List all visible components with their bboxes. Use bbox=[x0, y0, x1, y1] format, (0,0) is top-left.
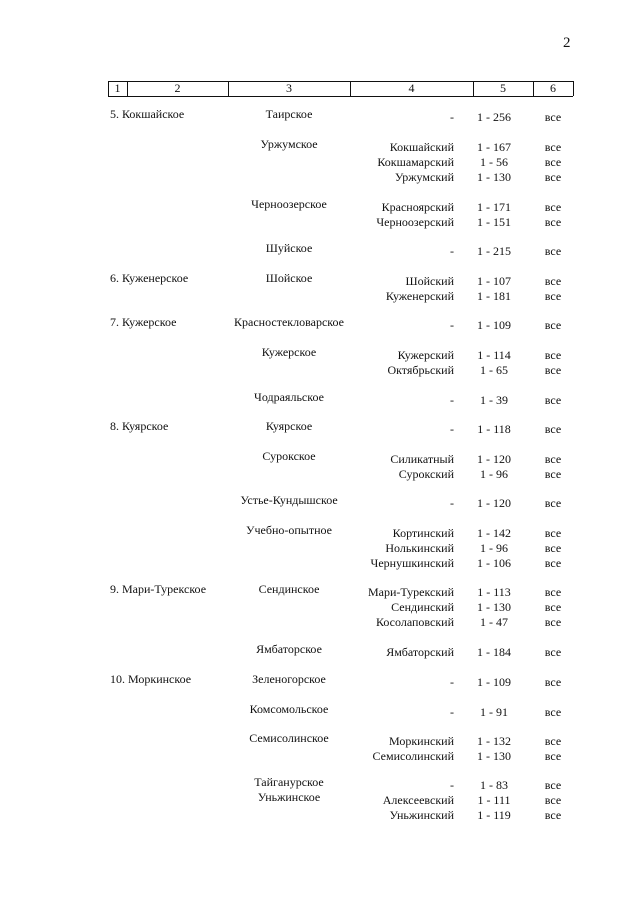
status-cell: все bbox=[544, 467, 562, 481]
status-cell: все bbox=[544, 244, 562, 258]
locality-cell: Уржумский bbox=[394, 170, 454, 184]
status-cell: все bbox=[544, 215, 562, 229]
locality-cell: Нолькинский bbox=[385, 541, 454, 555]
status-cell: все bbox=[544, 585, 562, 599]
settlement-cell: Ямбаторское bbox=[256, 642, 322, 656]
settlement-cell: Тайганурское bbox=[254, 775, 324, 789]
settlement-cell: Сендинское bbox=[258, 582, 320, 596]
range-cell: 1 - 111 bbox=[477, 793, 511, 807]
locality-cell: Чернушкинский bbox=[370, 556, 454, 570]
status-cell: все bbox=[544, 734, 562, 748]
locality-cell: - bbox=[450, 393, 454, 407]
range-cell: 1 - 130 bbox=[477, 170, 511, 184]
settlement-cell: Шойское bbox=[265, 271, 313, 285]
settlement-cell: Сурокское bbox=[262, 449, 316, 463]
district-cell: 5. Кокшайское bbox=[110, 107, 185, 121]
district-cell: 9. Мари-Турекское bbox=[110, 582, 207, 596]
settlement-cell: Комсомольское bbox=[249, 702, 329, 716]
header-cell-4: 4 bbox=[408, 81, 415, 95]
range-cell: 1 - 130 bbox=[477, 600, 511, 614]
range-cell: 1 - 120 bbox=[477, 452, 511, 466]
header-cell-2: 2 bbox=[174, 81, 181, 95]
range-cell: 1 - 114 bbox=[477, 348, 511, 362]
range-cell: 1 - 56 bbox=[480, 155, 508, 169]
status-cell: все bbox=[544, 615, 562, 629]
range-cell: 1 - 171 bbox=[477, 200, 511, 214]
locality-cell: Семисолинский bbox=[372, 749, 454, 763]
locality-cell: - bbox=[450, 675, 454, 689]
status-cell: все bbox=[544, 793, 562, 807]
range-cell: 1 - 65 bbox=[480, 363, 508, 377]
status-cell: все bbox=[544, 289, 562, 303]
header-bottom-border bbox=[108, 96, 573, 97]
range-cell: 1 - 106 bbox=[477, 556, 511, 570]
settlement-cell: Куярское bbox=[265, 419, 313, 433]
header-cell-3: 3 bbox=[286, 81, 292, 95]
status-cell: все bbox=[544, 170, 562, 184]
locality-cell: Мари-Турекский bbox=[367, 585, 454, 599]
range-cell: 1 - 96 bbox=[480, 541, 508, 555]
locality-cell: Кортинский bbox=[392, 526, 454, 540]
range-cell: 1 - 109 bbox=[477, 675, 511, 689]
status-cell: все bbox=[544, 348, 562, 362]
locality-cell: - bbox=[450, 705, 454, 719]
range-cell: 1 - 109 bbox=[477, 318, 511, 332]
status-cell: все bbox=[544, 705, 562, 719]
status-cell: все bbox=[544, 675, 562, 689]
status-cell: все bbox=[544, 422, 562, 436]
header-divider bbox=[573, 81, 574, 96]
range-cell: 1 - 113 bbox=[477, 585, 511, 599]
locality-cell: Куженерский bbox=[385, 289, 454, 303]
status-cell: все bbox=[544, 155, 562, 169]
header-cell-5: 5 bbox=[500, 81, 506, 95]
settlement-cell: Устье-Кундышское bbox=[240, 493, 338, 507]
locality-cell: Силикатный bbox=[390, 452, 454, 466]
range-cell: 1 - 83 bbox=[480, 778, 508, 792]
locality-cell: Моркинский bbox=[388, 734, 454, 748]
status-cell: все bbox=[544, 808, 562, 822]
range-cell: 1 - 256 bbox=[477, 110, 511, 124]
district-cell: 10. Моркинское bbox=[110, 672, 192, 686]
header-cell-1: 1 bbox=[114, 81, 121, 95]
locality-cell: - bbox=[450, 496, 454, 510]
range-cell: 1 - 132 bbox=[477, 734, 511, 748]
locality-cell: Шойский bbox=[405, 274, 454, 288]
locality-cell: - bbox=[450, 422, 454, 436]
range-cell: 1 - 107 bbox=[477, 274, 511, 288]
settlement-cell: Чодраяльское bbox=[254, 390, 324, 404]
status-cell: все bbox=[544, 393, 562, 407]
locality-cell: Черноозерский bbox=[376, 215, 454, 229]
range-cell: 1 - 120 bbox=[477, 496, 511, 510]
status-cell: все bbox=[544, 496, 562, 510]
locality-cell: - bbox=[450, 778, 454, 792]
locality-cell: - bbox=[450, 244, 454, 258]
status-cell: все bbox=[544, 140, 562, 154]
district-cell: 7. Кужерское bbox=[110, 315, 177, 329]
settlement-cell: Черноозерское bbox=[251, 197, 327, 211]
district-cell: 8. Куярское bbox=[110, 419, 169, 433]
locality-cell: Алексеевский bbox=[382, 793, 454, 807]
range-cell: 1 - 119 bbox=[477, 808, 511, 822]
range-cell: 1 - 39 bbox=[480, 393, 508, 407]
status-cell: все bbox=[544, 526, 562, 540]
range-cell: 1 - 47 bbox=[480, 615, 508, 629]
locality-cell: Сендинский bbox=[391, 600, 454, 614]
status-cell: все bbox=[544, 749, 562, 763]
settlement-cell: Таирское bbox=[265, 107, 313, 121]
header-cell-6: 6 bbox=[550, 81, 556, 95]
status-cell: все bbox=[544, 452, 562, 466]
settlement-cell: Красностекловарское bbox=[234, 315, 344, 329]
status-cell: все bbox=[544, 200, 562, 214]
settlement-cell: Зеленогорское bbox=[252, 672, 326, 686]
page-number: 2 bbox=[563, 35, 571, 51]
status-cell: все bbox=[544, 110, 562, 124]
status-cell: все bbox=[544, 318, 562, 332]
settlement-cell: Уньжинское bbox=[257, 790, 321, 804]
locality-cell: Косолаповский bbox=[375, 615, 454, 629]
locality-cell: Октябрьский bbox=[387, 363, 454, 377]
locality-cell: Кужерский bbox=[397, 348, 454, 362]
status-cell: все bbox=[544, 600, 562, 614]
locality-cell: Кокшайский bbox=[389, 140, 454, 154]
locality-cell: Уньжинский bbox=[389, 808, 454, 822]
district-cell: 6. Куженерское bbox=[110, 271, 189, 285]
locality-cell: Кокшамарский bbox=[377, 155, 454, 169]
range-cell: 1 - 181 bbox=[477, 289, 511, 303]
range-cell: 1 - 167 bbox=[477, 140, 511, 154]
locality-cell: Сурокский bbox=[398, 467, 454, 481]
status-cell: все bbox=[544, 274, 562, 288]
settlement-cell: Кужерское bbox=[261, 345, 317, 359]
range-cell: 1 - 142 bbox=[477, 526, 511, 540]
status-cell: все bbox=[544, 363, 562, 377]
range-cell: 1 - 130 bbox=[477, 749, 511, 763]
locality-cell: - bbox=[450, 110, 454, 124]
range-cell: 1 - 151 bbox=[477, 215, 511, 229]
settlement-cell: Учебно-опытное bbox=[245, 523, 332, 537]
locality-cell: Ямбаторский bbox=[386, 645, 454, 659]
range-cell: 1 - 184 bbox=[477, 645, 511, 659]
range-cell: 1 - 215 bbox=[477, 244, 511, 258]
range-cell: 1 - 96 bbox=[480, 467, 508, 481]
status-cell: все bbox=[544, 556, 562, 570]
range-cell: 1 - 118 bbox=[477, 422, 511, 436]
settlement-cell: Семисолинское bbox=[249, 731, 329, 745]
locality-cell: Красноярский bbox=[381, 200, 454, 214]
status-cell: все bbox=[544, 778, 562, 792]
status-cell: все bbox=[544, 645, 562, 659]
range-cell: 1 - 91 bbox=[480, 705, 508, 719]
settlement-cell: Шуйское bbox=[265, 241, 313, 255]
status-cell: все bbox=[544, 541, 562, 555]
settlement-cell: Уржумское bbox=[260, 137, 318, 151]
locality-cell: - bbox=[450, 318, 454, 332]
